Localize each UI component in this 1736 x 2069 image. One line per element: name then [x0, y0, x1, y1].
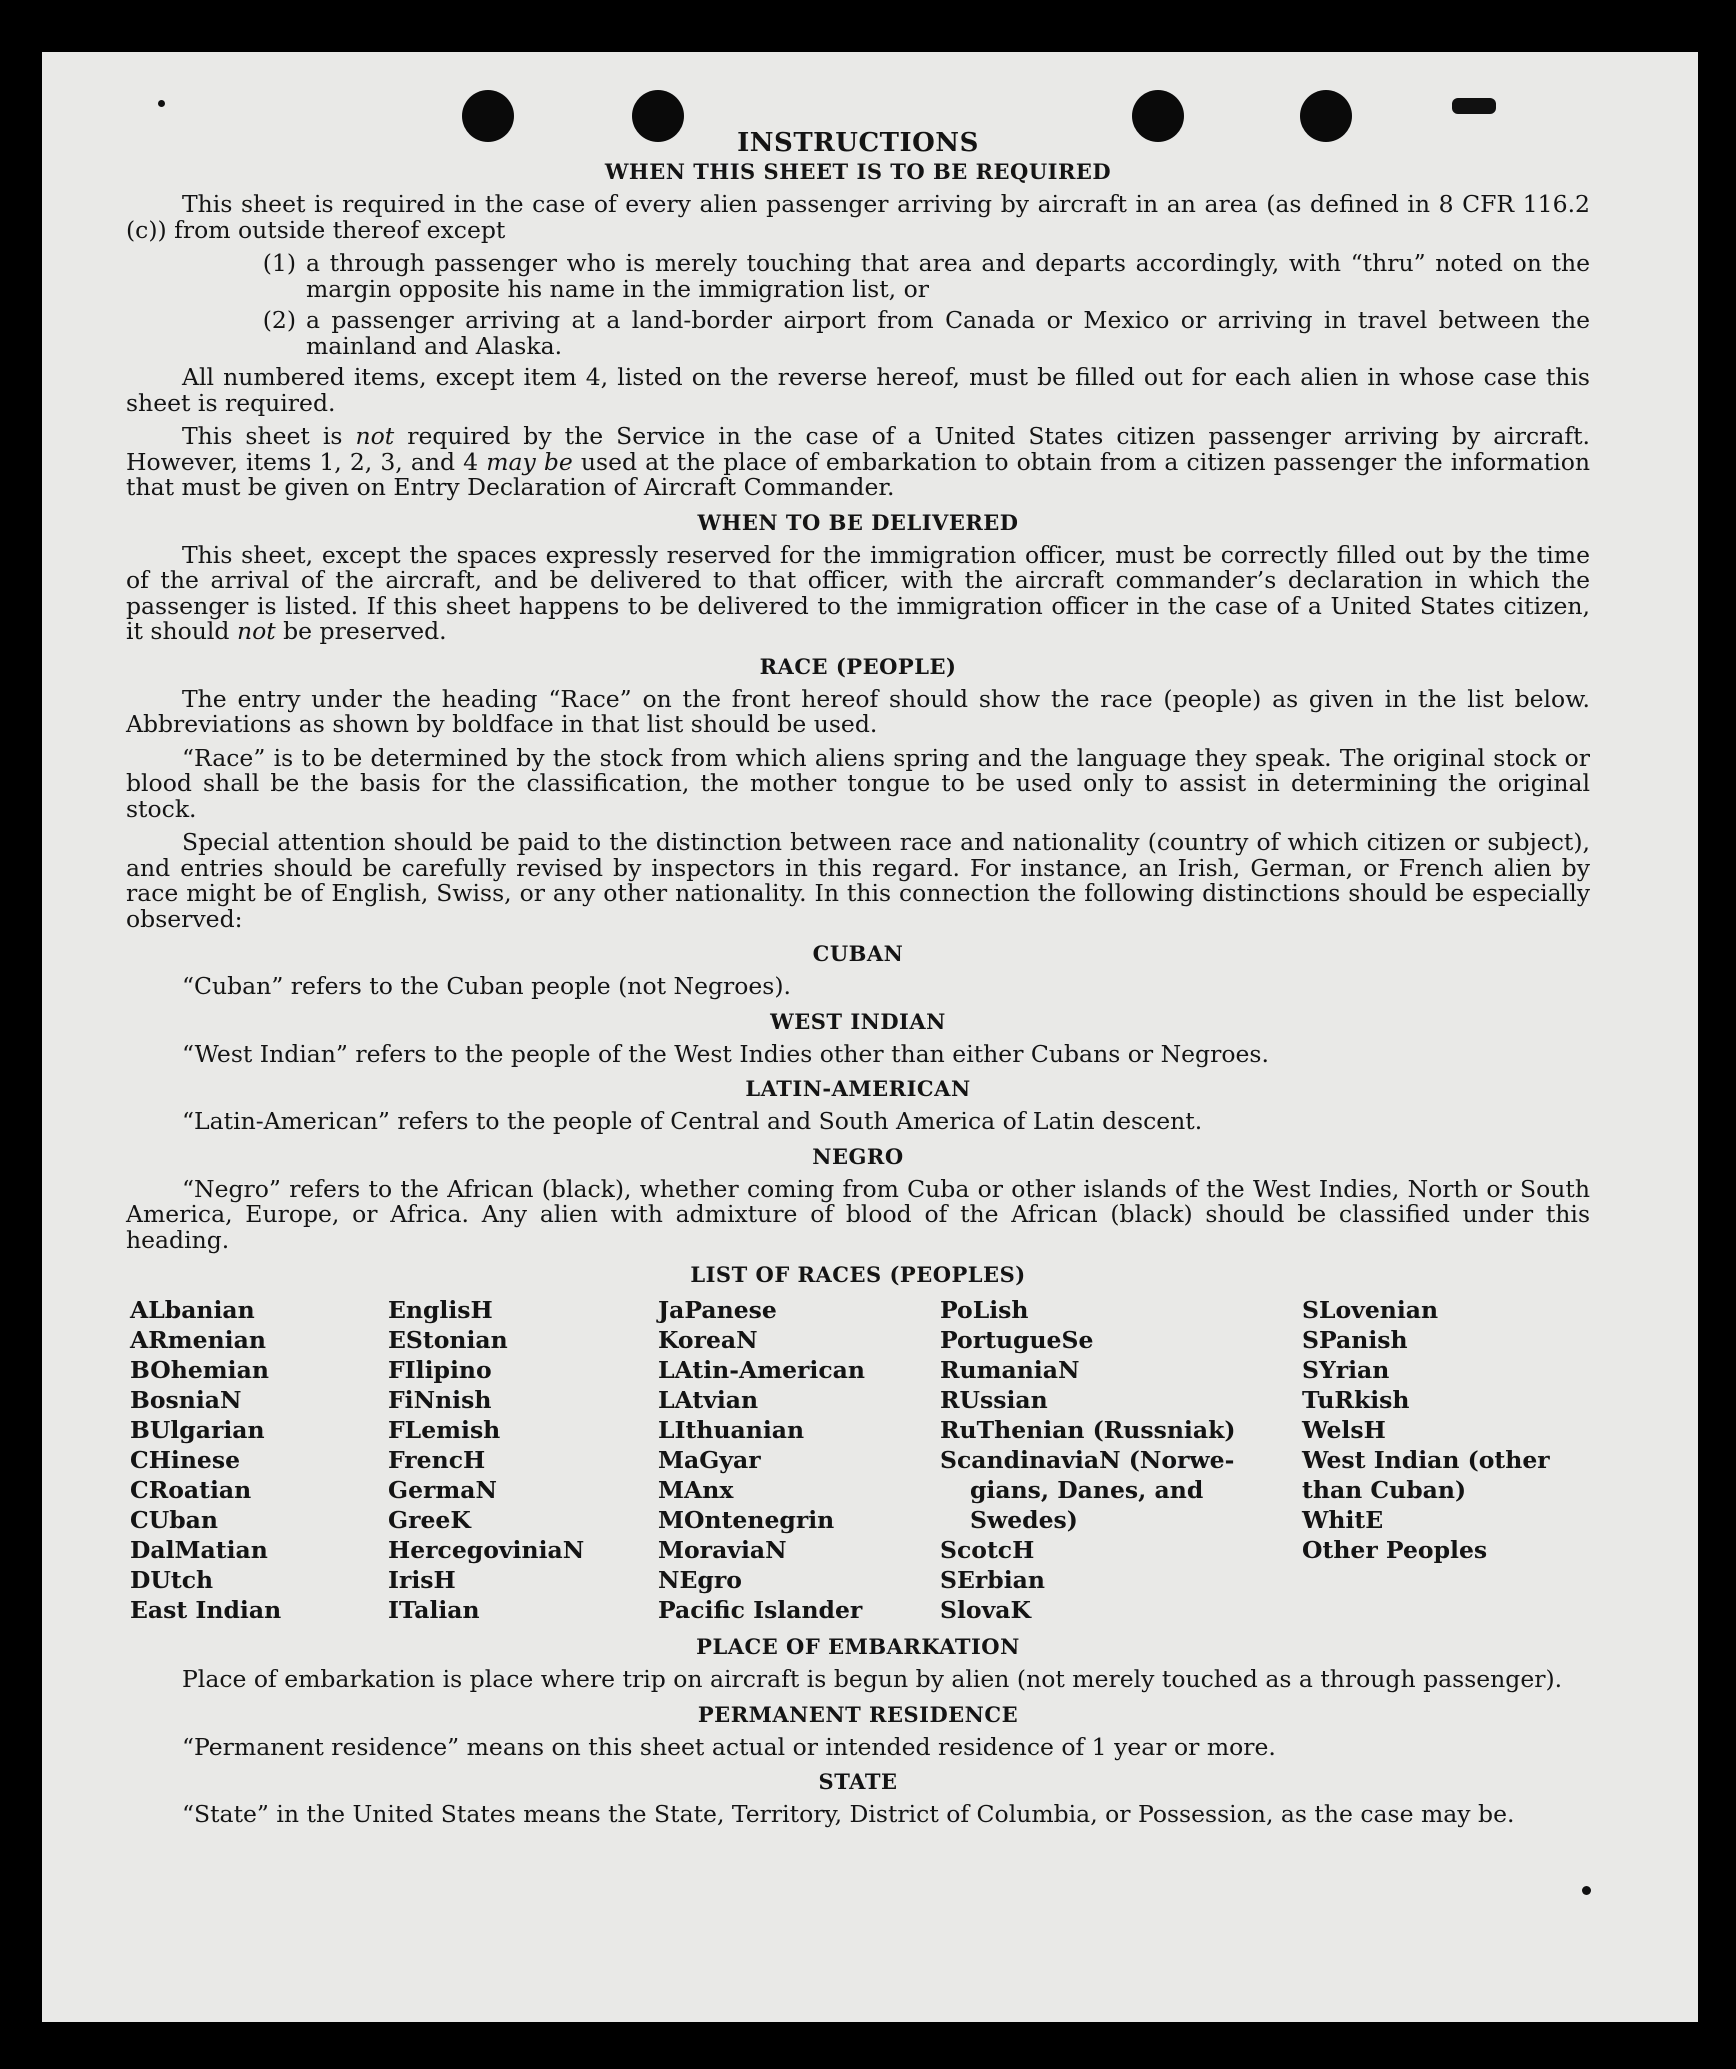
race-item: East Indian — [130, 1596, 282, 1624]
text-run-italic: not — [355, 422, 395, 450]
paragraph-latin-american: “Latin-American” refers to the people of Central and South America of Latin descent. — [182, 1107, 1203, 1135]
page-title: INSTRUCTIONS — [737, 128, 979, 158]
section-heading-race: RACE (PEOPLE) — [759, 653, 957, 679]
text-run-italic: not — [236, 617, 276, 645]
race-item: ITalian — [388, 1596, 480, 1624]
section-heading-list-of-races: LIST OF RACES (PEOPLES) — [690, 1262, 1026, 1287]
race-item: NEgro — [658, 1566, 742, 1594]
race-item: DUtch — [130, 1566, 214, 1594]
exception-text: a through passenger who is merely touching that area and departs accordingly, with “thru” noted on the margin opposite his name in the immigration list, or — [306, 249, 1590, 303]
race-item-continuation: gians, Danes, and — [970, 1476, 1204, 1504]
race-item-continuation: Swedes) — [970, 1506, 1078, 1534]
paragraph-race-2: “Race” is to be determined by the stock from which aliens spring and the language they speak. The original stock or blood shall be the basis for the classification, the mother tongue to be used only to assist in determining the original stock. — [126, 743, 1590, 823]
race-item: SlovaK — [940, 1596, 1031, 1624]
races-column — [130, 1295, 388, 1625]
paragraph-delivery — [126, 540, 1590, 645]
ink-speck — [1452, 98, 1496, 114]
text-run: be preserved. — [275, 617, 447, 645]
race-item: FrencH — [388, 1446, 486, 1474]
section-heading-when-required: WHEN THIS SHEET IS TO BE REQUIRED — [604, 159, 1112, 184]
race-item: RuThenian (Russniak) — [940, 1416, 1236, 1444]
paragraph-cuban: “Cuban” refers to the Cuban people (not Negroes). — [182, 972, 792, 1000]
race-item: MoraviaN — [658, 1536, 787, 1564]
section-heading-place-of-embarkation: PLACE OF EMBARKATION — [696, 1634, 1020, 1659]
race-item: ScotcH — [940, 1536, 1035, 1564]
paragraph-negro: “Negro” refers to the African (black), whether coming from Cuba or other islands of the West Indies, North or South America, Europe, or Africa. Any alien with admixture of blood of the African (black) should be classified under this heading. — [126, 1174, 1590, 1254]
race-item: FLemish — [388, 1416, 501, 1444]
race-item: FIlipino — [388, 1356, 492, 1384]
races-column — [940, 1295, 1302, 1625]
ink-speck — [1582, 1886, 1591, 1895]
text-run: used at the place of embarkation to obtain from a citizen passenger the information that must be given on Entry Declaration of Aircraft Commander. — [126, 447, 1590, 501]
paragraph-race-3: Special attention should be paid to the distinction between race and nationality (country of which citizen or subject), and entries should be carefully revised by inspectors in this regard. For instance, an Irish, German, or French alien by race might be of English, Swiss, or any other nationality. In this connection the following distinctions should be especially observed: — [126, 828, 1590, 933]
instructions-body — [126, 128, 1590, 1836]
section-heading-permanent-residence: PERMANENT RESIDENCE — [697, 1701, 1019, 1727]
race-item: SPanish — [1302, 1326, 1408, 1354]
race-item: SLovenian — [1302, 1296, 1439, 1324]
race-item: LAtvian — [658, 1386, 759, 1414]
ink-speck — [158, 100, 165, 107]
race-item: CUban — [130, 1506, 218, 1534]
race-item: IrisH — [388, 1566, 456, 1594]
race-item-continuation: than Cuban) — [1302, 1476, 1467, 1504]
text-run: This sheet, except the spaces expressly reserved for the immigration officer, must be correctly filled out by the time of the arrival of the aircraft, and be delivered to that officer, with the aircraft commander’s declaration in which the passenger is listed. If this sheet happens to be delivered to the immigration officer in the case of a United States citizen, it should — [126, 540, 1590, 645]
paragraph-not-required — [126, 424, 1590, 501]
exception-item — [126, 308, 1590, 359]
race-item: West Indian (other — [1302, 1446, 1550, 1474]
race-item: SErbian — [940, 1566, 1045, 1594]
race-item: MAnx — [658, 1476, 734, 1504]
text-run: required by the Service in the case of a United States citizen passenger arriving by aircraft. However, items 1, 2, 3, and 4 — [126, 422, 1590, 476]
race-item: WhitE — [1302, 1506, 1384, 1534]
race-item: BosniaN — [130, 1386, 242, 1414]
race-item: TuRkish — [1302, 1386, 1410, 1414]
race-item: DalMatian — [130, 1536, 268, 1564]
paragraph-west-indian: “West Indian” refers to the people of the West Indies other than either Cubans or Negroes. — [182, 1039, 1269, 1068]
paragraph-race-1: The entry under the heading “Race” on the front hereof should show the race (people) as given in the list below. Abbreviations as shown by boldface in that list should be used. — [126, 684, 1590, 738]
race-item: CRoatian — [130, 1476, 252, 1504]
races-list — [130, 1295, 1590, 1625]
race-item: RumaniaN — [940, 1356, 1080, 1384]
race-item: FiNnish — [388, 1386, 492, 1414]
race-item: Other Peoples — [1302, 1536, 1488, 1564]
race-item: GreeK — [388, 1506, 471, 1534]
race-item: EStonian — [388, 1326, 508, 1354]
exception-item — [126, 251, 1590, 302]
race-item: PoLish — [940, 1296, 1029, 1324]
race-item: ARmenian — [130, 1326, 266, 1354]
races-column — [1302, 1295, 1594, 1625]
race-item: MOntenegrin — [658, 1506, 835, 1534]
section-heading-negro: NEGRO — [812, 1143, 904, 1169]
section-heading-when-delivered: WHEN TO BE DELIVERED — [697, 509, 1019, 535]
document-page — [42, 52, 1698, 2022]
race-item: GermaN — [388, 1476, 497, 1504]
text-run: This sheet is — [182, 422, 356, 450]
race-item: ALbanian — [130, 1296, 255, 1324]
paragraph-required-intro: This sheet is required in the case of every alien passenger arriving by aircraft in an area (as defined in 8 CFR 116.2 (c)) from outside thereof except — [126, 190, 1590, 244]
race-item: MaGyar — [658, 1446, 761, 1474]
race-item: WelsH — [1302, 1416, 1386, 1444]
section-heading-cuban: CUBAN — [812, 941, 904, 966]
race-item: HercegoviniaN — [388, 1536, 585, 1564]
race-item: EnglisH — [388, 1296, 493, 1324]
race-item: BUlgarian — [130, 1416, 265, 1444]
paragraph-permanent-residence: “Permanent residence” means on this sheet actual or intended residence of 1 year or more. — [182, 1732, 1276, 1761]
paragraph-state: “State” in the United States means the State, Territory, District of Columbia, or Possession, as the case may be. — [182, 1800, 1515, 1828]
races-column — [388, 1295, 658, 1625]
race-item: ScandinaviaN (Norwe- — [940, 1446, 1235, 1474]
section-heading-latin-american: LATIN-AMERICAN — [745, 1076, 971, 1101]
exception-number: (1) — [262, 249, 296, 277]
section-heading-state: STATE — [818, 1769, 898, 1794]
race-item: KoreaN — [658, 1326, 758, 1354]
race-item: PortugueSe — [940, 1326, 1094, 1354]
race-item: LAtin-American — [658, 1356, 865, 1384]
exception-text: a passenger arriving at a land-border airport from Canada or Mexico or arriving in travel between the mainland and Alaska. — [306, 306, 1590, 360]
race-item: JaPanese — [658, 1296, 777, 1324]
race-item: LIthuanian — [658, 1416, 805, 1444]
paragraph-numbered-items: All numbered items, except item 4, listed on the reverse hereof, must be filled out for each alien in whose case this sheet is required. — [126, 363, 1590, 417]
race-item: RUssian — [940, 1386, 1048, 1414]
exception-number: (2) — [262, 306, 296, 334]
section-heading-west-indian: WEST INDIAN — [770, 1008, 946, 1034]
race-item: CHinese — [130, 1446, 241, 1474]
race-item: BOhemian — [130, 1356, 269, 1384]
text-run-italic: may be — [486, 447, 573, 476]
paragraph-place-of-embarkation: Place of embarkation is place where trip on aircraft is begun by alien (not merely touched as a through passenger). — [182, 1665, 1563, 1693]
races-column — [658, 1295, 940, 1625]
race-item: SYrian — [1302, 1356, 1390, 1384]
race-item: Pacific Islander — [658, 1596, 863, 1624]
